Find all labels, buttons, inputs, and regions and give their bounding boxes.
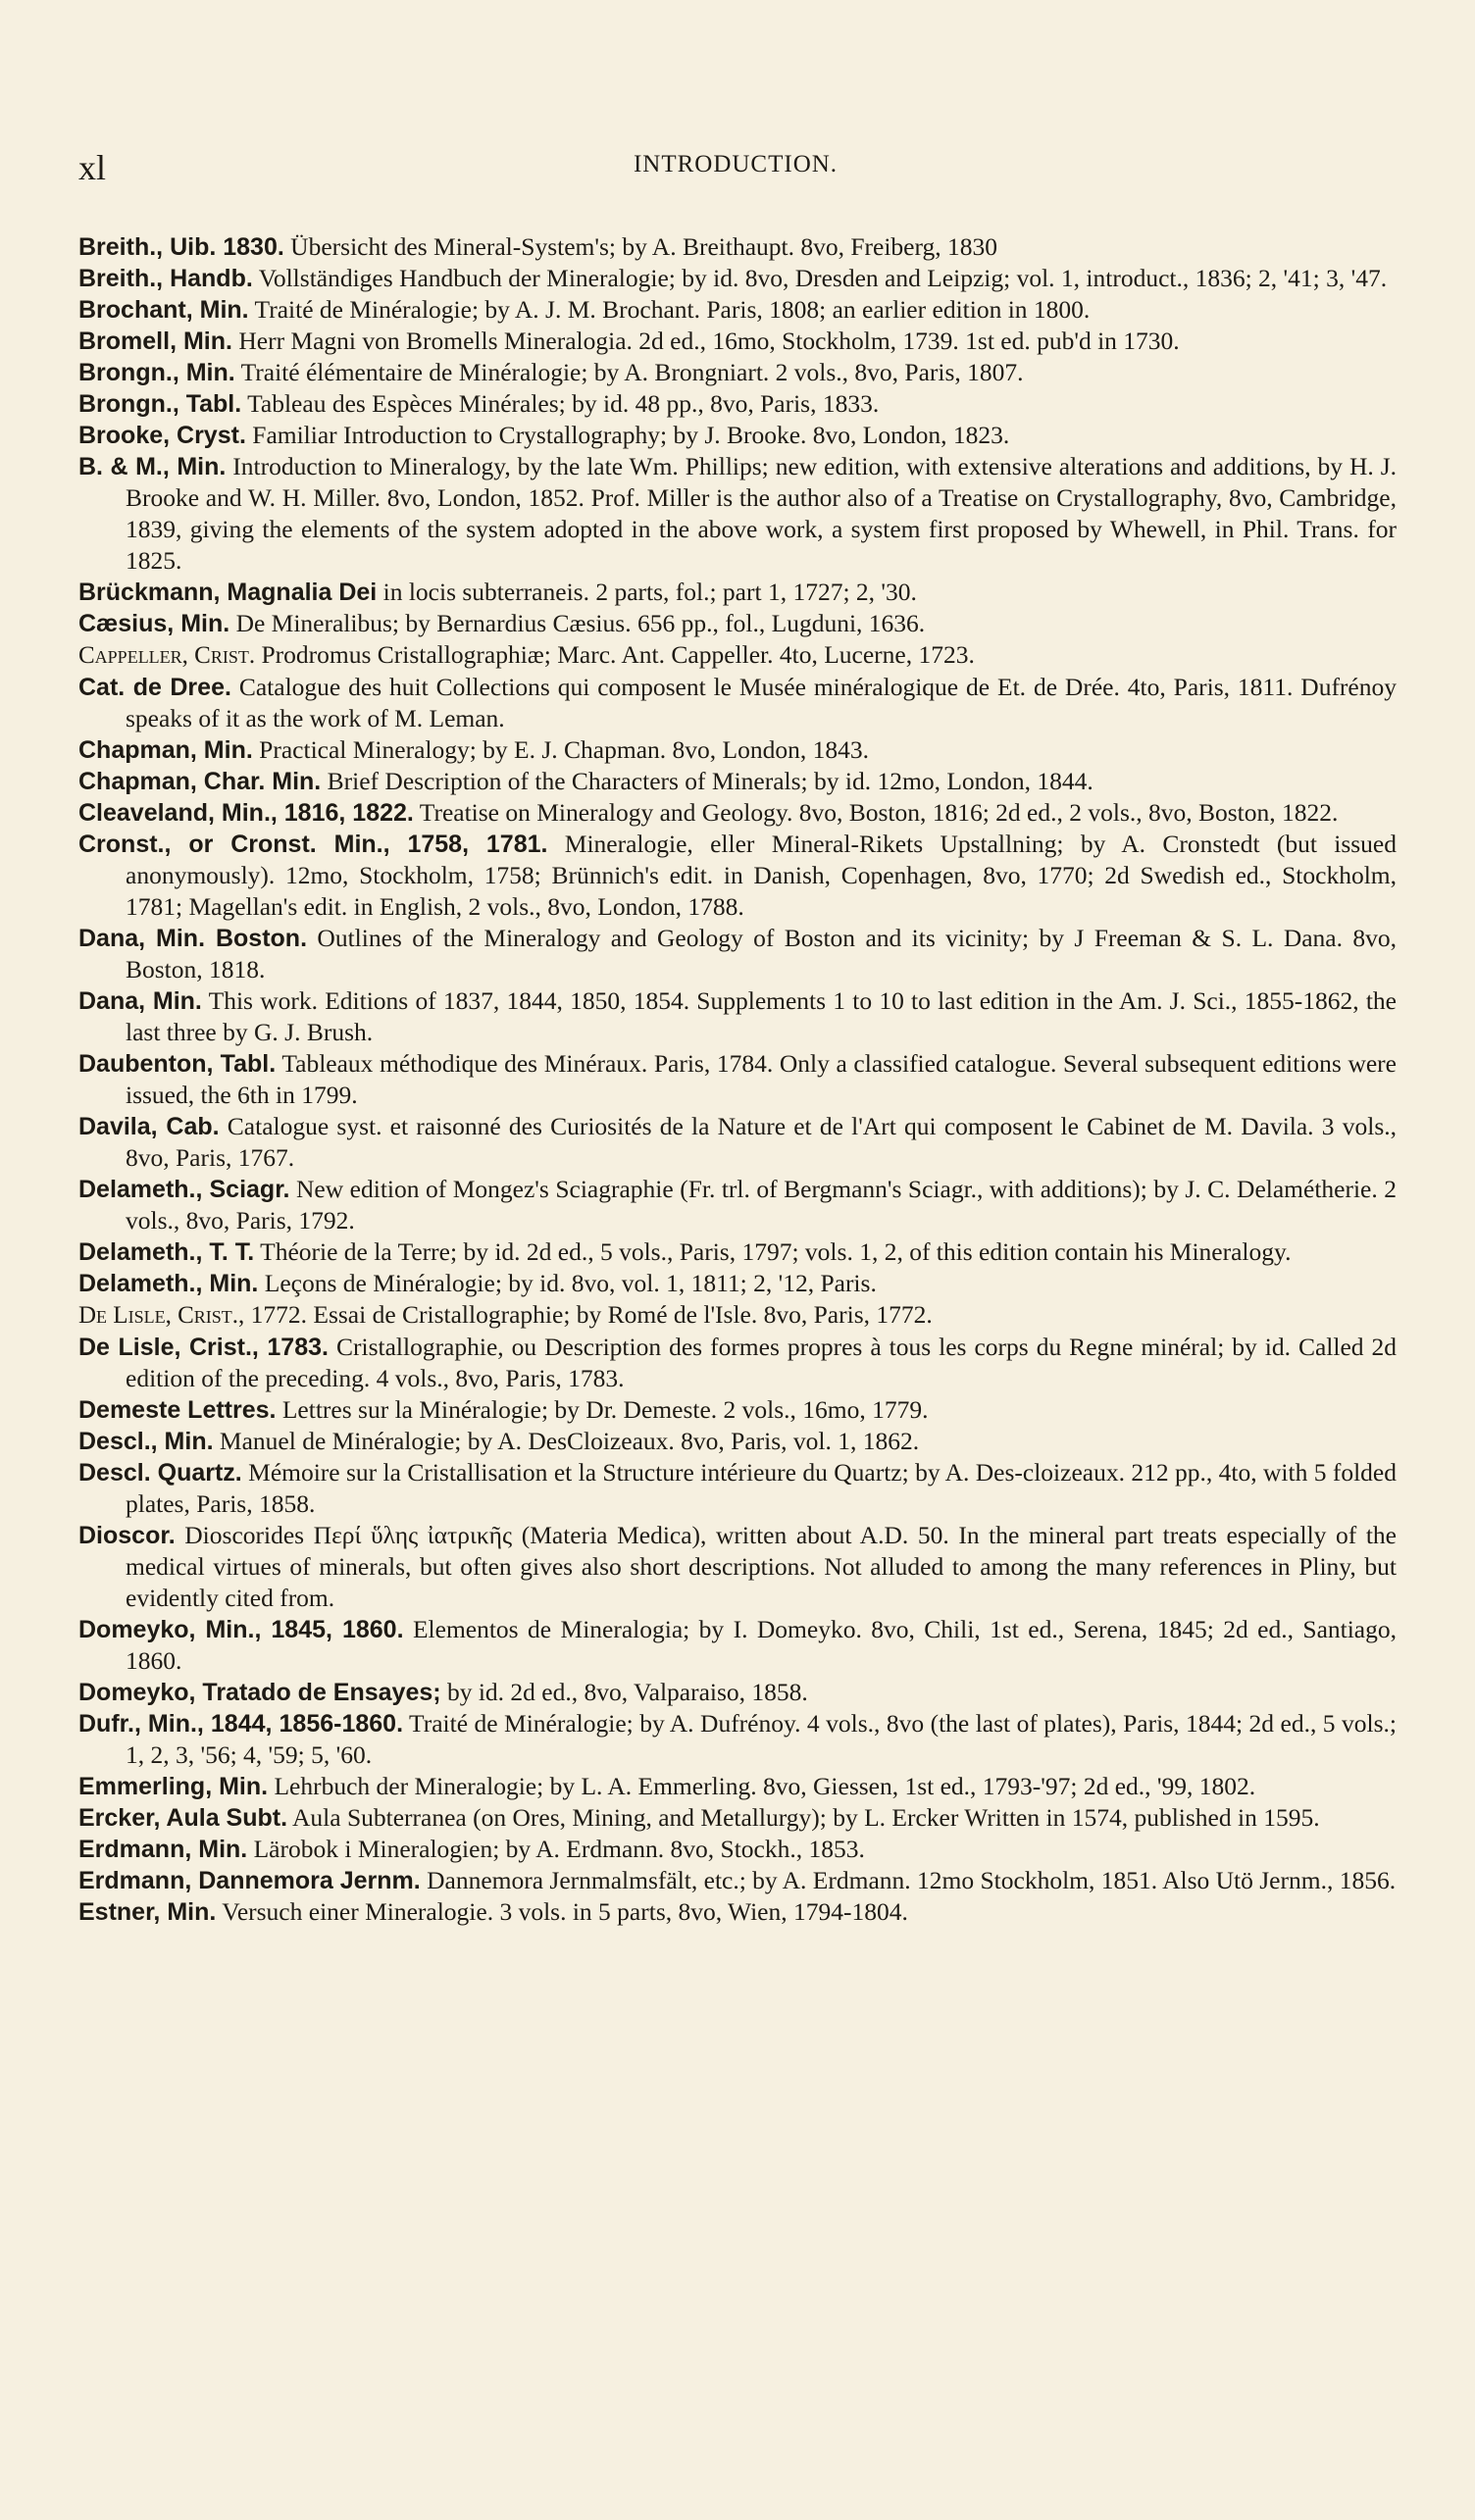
entry-description: New edition of Mongez's Sciagraphie (Fr. trl. of Bergmann's Sciagr., with additions); by J. C. Delamétherie. 2 vols., 8vo, Paris, 1792. bbox=[126, 1175, 1397, 1235]
entry-description: Leçons de Minéralogie; by id. 8vo, vol. 1, 1811; 2, '12, Paris. bbox=[264, 1269, 877, 1297]
entry-abbreviation: Breith., Handb. bbox=[78, 265, 253, 292]
entry-description: Mineralogie, eller Mineral-Rikets Upstallning; by A. Cronstedt (but issued anonymously). 12mo, Stockholm, 1758; Brünnich's edit. in Danish, Copenhagen, 8vo, 1770; 2d Swedish ed., Stockholm, 1781; Magellan's edit. in English, 2 vols., 8vo, London, 1788. bbox=[126, 830, 1397, 921]
entry-abbreviation: Brochant, Min. bbox=[78, 296, 249, 324]
bibliography-entry bbox=[78, 1520, 1397, 1614]
bibliography-entry bbox=[78, 829, 1397, 923]
entry-description: Mémoire sur la Cristallisation et la Structure intérieure du Quartz; by A. Des-cloizeaux. 212 pp., 4to, with 5 folded plates, Paris, 1858. bbox=[126, 1458, 1397, 1518]
entry-abbreviation: Brongn., Tabl. bbox=[78, 390, 242, 418]
running-head: INTRODUCTION. bbox=[633, 151, 839, 177]
page-header bbox=[78, 147, 1393, 186]
bibliography-entry bbox=[78, 1708, 1397, 1771]
entry-description: Versuch einer Mineralogie. 3 vols. in 5 parts, 8vo, Wien, 1794-1804. bbox=[222, 1897, 908, 1926]
entry-abbreviation: Bromell, Min. bbox=[78, 328, 232, 355]
entry-abbreviation: Chapman, Char. Min. bbox=[78, 768, 322, 795]
bibliography-entry bbox=[78, 1614, 1397, 1677]
entry-abbreviation: Dioscor. bbox=[78, 1522, 176, 1549]
bibliography-entry bbox=[78, 923, 1397, 985]
entry-description: This work. Editions of 1837, 1844, 1850, 1854. Supplements 1 to 10 to last edition in the Am. J. Sci., 1855-1862, the last three by G. J. Brush. bbox=[126, 986, 1397, 1046]
entry-abbreviation: Domeyko, Min., 1845, 1860. bbox=[78, 1616, 404, 1643]
entry-description: Prodromus Cristallographiæ; Marc. Ant. Cappeller. 4to, Lucerne, 1723. bbox=[261, 640, 975, 669]
entry-abbreviation: Delameth., Min. bbox=[78, 1270, 259, 1297]
entry-abbreviation: Chapman, Min. bbox=[78, 736, 253, 764]
entry-abbreviation: Dana, Min. Boston. bbox=[78, 925, 308, 952]
entry-abbreviation: Cronst., or Cronst. Min., 1758, 1781. bbox=[78, 831, 548, 858]
entry-description: by id. 2d ed., 8vo, Valparaiso, 1858. bbox=[446, 1678, 808, 1706]
entry-description: Lettres sur la Minéralogie; by Dr. Demeste. 2 vols., 16mo, 1779. bbox=[281, 1395, 929, 1424]
bibliography-entry bbox=[78, 1394, 1397, 1426]
entry-abbreviation: Dufr., Min., 1844, 1856-1860. bbox=[78, 1710, 404, 1738]
bibliography-entry bbox=[78, 1332, 1397, 1394]
entry-abbreviation: Breith., Uib. 1830. bbox=[78, 233, 284, 261]
bibliography-entry bbox=[78, 1111, 1397, 1174]
bibliography-entry bbox=[78, 1236, 1397, 1268]
entry-abbreviation: Estner, Min. bbox=[78, 1898, 217, 1926]
bibliography-entry bbox=[78, 263, 1397, 294]
entry-abbreviation: Delameth., T. T. bbox=[78, 1238, 255, 1266]
entry-description: Dannemora Jernmalmsfält, etc.; by A. Erdmann. 12mo Stockholm, 1851. Also Utö Jernm., 1856. bbox=[427, 1866, 1397, 1894]
entry-abbreviation: B. & M., Min. bbox=[78, 453, 227, 480]
entry-description: Brief Description of the Characters of Minerals; by id. 12mo, London, 1844. bbox=[327, 767, 1094, 795]
entry-abbreviation: Erdmann, Dannemora Jernm. bbox=[78, 1867, 421, 1894]
bibliography-entry bbox=[78, 1457, 1397, 1520]
entry-description: Manuel de Minéralogie; by A. DesCloizeaux. 8vo, Paris, vol. 1, 1862. bbox=[219, 1427, 920, 1455]
entry-description: Tableaux méthodique des Minéraux. Paris, 1784. Only a classified catalogue. Several subsequent editions were issued, the 6th in 1799. bbox=[126, 1049, 1397, 1109]
entry-description: Tableau des Espèces Minérales; by id. 48 pp., 8vo, Paris, 1833. bbox=[247, 389, 880, 418]
bibliography-entry bbox=[78, 608, 1397, 639]
bibliography-entry bbox=[78, 420, 1397, 451]
entry-description: Traité élémentaire de Minéralogie; by A. Brongniart. 2 vols., 8vo, Paris, 1807. bbox=[240, 358, 1024, 386]
entry-abbreviation: Erdmann, Min. bbox=[78, 1836, 248, 1863]
entry-description: De Mineralibus; by Bernardius Cæsius. 656 pp., fol., Lugduni, 1636. bbox=[235, 609, 926, 637]
entry-description: Outlines of the Mineralogy and Geology of Boston and its vicinity; by J Freeman & S. L. Dana. 8vo, Boston, 1818. bbox=[126, 924, 1398, 983]
entry-description: Théorie de la Terre; by id. 2d ed., 5 vols., Paris, 1797; vols. 1, 2, of this edition contain his Mineralogy. bbox=[260, 1237, 1292, 1266]
bibliography-entry bbox=[78, 1048, 1397, 1111]
entry-description: Aula Subterranea (on Ores, Mining, and Metallurgy); by L. Ercker Written in 1574, published in 1595. bbox=[292, 1803, 1320, 1832]
entry-abbreviation: De Lisle, Crist., bbox=[78, 1302, 245, 1329]
bibliography-entry bbox=[78, 1677, 1397, 1708]
entry-description: Catalogue des huit Collections qui composent le Musée minéralogique de Et. de Drée. 4to, Paris, 1811. Dufrénoy speaks of it as the work of M. Leman. bbox=[126, 673, 1397, 732]
entry-description: Introduction to Mineralogy, by the late Wm. Phillips; new edition, with extensive alterations and additions, by H. J. Brooke and W. H. Miller. 8vo, London, 1852. Prof. Miller is the author also of a Treatise on Crystallography, 8vo, Cambridge, 1839, giving the elements of the system adopted in the above work, a system first proposed by Whewell, in Phil. Trans. for 1825. bbox=[126, 452, 1398, 575]
entry-abbreviation: De Lisle, Crist., 1783. bbox=[78, 1334, 329, 1361]
entry-description: 1772. Essai de Cristallographie; by Romé de l'Isle. 8vo, Paris, 1772. bbox=[250, 1300, 933, 1329]
entry-abbreviation: Ercker, Aula Subt. bbox=[78, 1804, 288, 1832]
entry-description: Übersicht des Mineral-System's; by A. Breithaupt. 8vo, Freiberg, 1830 bbox=[290, 232, 998, 261]
bibliography-entry bbox=[78, 577, 1397, 608]
entry-description: Vollständiges Handbuch der Mineralogie; by id. 8vo, Dresden and Leipzig; vol. 1, introduct., 1836; 2, '41; 3, '47. bbox=[258, 264, 1388, 292]
entry-description: Herr Magni von Bromells Mineralogia. 2d ed., 16mo, Stockholm, 1739. 1st ed. pub'd in 1730. bbox=[238, 327, 1180, 355]
entry-description: Catalogue syst. et raisonné des Curiosités de la Nature et de l'Art qui composent le Cabinet de M. Davila. 3 vols., 8vo, Paris, 1767. bbox=[126, 1112, 1397, 1172]
entry-abbreviation: Brongn., Min. bbox=[78, 359, 235, 386]
entry-description: Lärobok i Mineralogien; by A. Erdmann. 8vo, Stockh., 1853. bbox=[253, 1835, 865, 1863]
entry-description: Practical Mineralogy; by E. J. Chapman. 8vo, London, 1843. bbox=[259, 735, 869, 764]
bibliography-entry bbox=[78, 1896, 1397, 1928]
entry-abbreviation: Daubenton, Tabl. bbox=[78, 1050, 277, 1078]
entry-description: Lehrbuch der Mineralogie; by L. A. Emmerling. 8vo, Giessen, 1st ed., 1793-'97; 2d ed., '99, 1802. bbox=[274, 1772, 1256, 1800]
bibliography-entry bbox=[78, 1426, 1397, 1457]
entry-abbreviation: Davila, Cab. bbox=[78, 1113, 220, 1140]
entry-abbreviation: Cæsius, Min. bbox=[78, 610, 230, 637]
entry-description: Elementos de Mineralogia; by I. Domeyko. 8vo, Chili, 1st ed., Serena, 1845; 2d ed., Santiago, 1860. bbox=[126, 1615, 1397, 1675]
bibliography-entry bbox=[78, 1299, 1397, 1332]
bibliography-entry bbox=[78, 1834, 1397, 1865]
bibliography-entry bbox=[78, 672, 1397, 734]
entry-abbreviation: Cappeller, Crist. bbox=[78, 642, 256, 669]
entry-abbreviation: Brooke, Cryst. bbox=[78, 422, 246, 449]
bibliography-entry bbox=[78, 734, 1397, 766]
bibliography-entry bbox=[78, 1268, 1397, 1299]
entry-description: Traité de Minéralogie; by A. Dufrénoy. 4 vols., 8vo (the last of plates), Paris, 1844; 2d ed., 5 vols.; 1, 2, 3, '56; 4, '59; 5, '60. bbox=[126, 1709, 1397, 1769]
bibliography-entry bbox=[78, 1802, 1397, 1834]
entry-abbreviation: Brückmann, Magnalia Dei bbox=[78, 579, 378, 606]
entry-abbreviation: Emmerling, Min. bbox=[78, 1773, 269, 1800]
entry-description: in locis subterraneis. 2 parts, fol.; part 1, 1727; 2, '30. bbox=[382, 578, 917, 606]
bibliography-list bbox=[78, 231, 1397, 1928]
page-number: xl bbox=[78, 148, 107, 187]
entry-description: Cristallographie, ou Description des formes propres à tous les corps du Regne minéral; by id. Called 2d edition of the preceding. 4 vols., 8vo, Paris, 1783. bbox=[126, 1333, 1398, 1392]
bibliography-entry bbox=[78, 797, 1397, 829]
entry-abbreviation: Cat. de Dree. bbox=[78, 674, 231, 701]
entry-abbreviation: Domeyko, Tratado de Ensayes; bbox=[78, 1679, 441, 1706]
entry-description: Familiar Introduction to Crystallography; by J. Brooke. 8vo, London, 1823. bbox=[252, 421, 1010, 449]
entry-abbreviation: Delameth., Sciagr. bbox=[78, 1176, 290, 1203]
bibliography-entry bbox=[78, 1174, 1397, 1236]
entry-abbreviation: Descl., Min. bbox=[78, 1428, 214, 1455]
entry-abbreviation: Dana, Min. bbox=[78, 987, 202, 1015]
entry-abbreviation: Cleaveland, Min., 1816, 1822. bbox=[78, 799, 414, 827]
entry-abbreviation: Demeste Lettres. bbox=[78, 1396, 277, 1424]
bibliography-entry bbox=[78, 1865, 1397, 1896]
entry-description: Dioscorides Περί ὕλης ἰατρικῆς (Materia Medica), written about A.D. 50. In the mineral part treats especially of the medical virtues of minerals, but often gives also short descriptions. Not alluded to among the many references in Pliny, but evidently cited from. bbox=[126, 1521, 1397, 1612]
bibliography-entry bbox=[78, 326, 1397, 357]
bibliography-entry bbox=[78, 451, 1397, 577]
bibliography-entry bbox=[78, 766, 1397, 797]
entry-abbreviation: Descl. Quartz. bbox=[78, 1459, 242, 1487]
bibliography-entry bbox=[78, 985, 1397, 1048]
bibliography-entry bbox=[78, 639, 1397, 672]
entry-description: Treatise on Mineralogy and Geology. 8vo, Boston, 1816; 2d ed., 2 vols., 8vo, Boston, 1822. bbox=[419, 798, 1339, 827]
entry-description: Traité de Minéralogie; by A. J. M. Brochant. Paris, 1808; an earlier edition in 1800. bbox=[254, 295, 1091, 324]
bibliography-entry bbox=[78, 231, 1397, 263]
bibliography-entry bbox=[78, 357, 1397, 388]
bibliography-entry bbox=[78, 294, 1397, 326]
bibliography-entry bbox=[78, 1771, 1397, 1802]
bibliography-entry bbox=[78, 388, 1397, 420]
